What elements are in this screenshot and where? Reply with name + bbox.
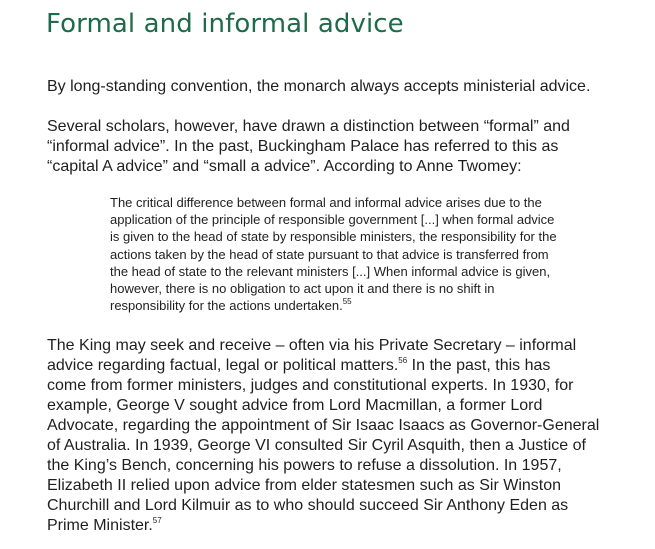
- quote-line-text: responsibility for the actions undertaken.: [110, 298, 343, 314]
- paragraph-informal-advice-history: [47, 336, 617, 536]
- paragraph-line: Advocate, regarding the appointment of Sir Isaac Isaacs as Governor-General: [47, 417, 600, 434]
- paragraph-line-text: advice regarding factual, legal or political matters.: [47, 357, 399, 374]
- paragraph-line: “capital A advice” and “small a advice”. According to Anne Twomey:: [47, 158, 522, 175]
- paragraph-line: example, George V sought advice from Lord Macmillan, a former Lord: [47, 397, 543, 414]
- quote-line: application of the principle of responsible government [...] when formal advice: [110, 212, 555, 228]
- twomey-block-quote: [110, 194, 605, 314]
- footnote-marker-56[interactable]: 56: [398, 355, 408, 365]
- quote-line-last: [110, 297, 605, 314]
- footnote-marker-57[interactable]: 57: [152, 515, 162, 525]
- paragraph-line: Elizabeth II relied upon advice from elder statesmen such as Sir Winston: [47, 477, 562, 494]
- paragraph-line: of Australia. In 1939, George VI consulted Sir Cyril Asquith, then a Justice of: [47, 437, 586, 454]
- paragraph-line-text: In the past, this has: [407, 357, 551, 374]
- section-heading: Formal and informal advice: [46, 9, 404, 39]
- quote-line: the head of state to the relevant ministers [...] When informal advice is given,: [110, 263, 551, 279]
- paragraph-monarch-convention: By long-standing convention, the monarch always accepts ministerial advice.: [47, 78, 591, 95]
- paragraph-line-with-footnote: [47, 356, 617, 376]
- paragraph-line: the King’s Bench, concerning his powers to refuse a dissolution. In 1957,: [47, 457, 562, 474]
- paragraph-line: Several scholars, however, have drawn a distinction between “formal” and: [47, 118, 570, 135]
- footnote-marker-55[interactable]: 55: [342, 296, 352, 306]
- quote-line: The critical difference between formal and informal advice arises due to the: [110, 195, 542, 210]
- quote-line: is given to the head of state by responsible ministers, the responsibility for the: [110, 229, 557, 245]
- paragraph-formal-informal-distinction: [47, 117, 617, 177]
- paragraph-line: Churchill and Lord Kilmuir as to who should succeed Sir Anthony Eden as: [47, 497, 569, 514]
- paragraph-line: The King may seek and receive – often via his Private Secretary – informal: [47, 337, 577, 354]
- paragraph-line-text: Prime Minister.: [47, 517, 153, 534]
- quote-line: actions taken by the head of state pursuant to that advice is transferred from: [110, 246, 549, 262]
- quote-line: however, there is no obligation to act upon it and there is no shift in: [110, 281, 495, 297]
- paragraph-line: “informal advice”. In the past, Buckingham Palace has referred to this as: [47, 138, 559, 155]
- paragraph-line: come from former ministers, judges and constitutional experts. In 1930, for: [47, 377, 574, 394]
- paragraph-line-last: [47, 516, 617, 536]
